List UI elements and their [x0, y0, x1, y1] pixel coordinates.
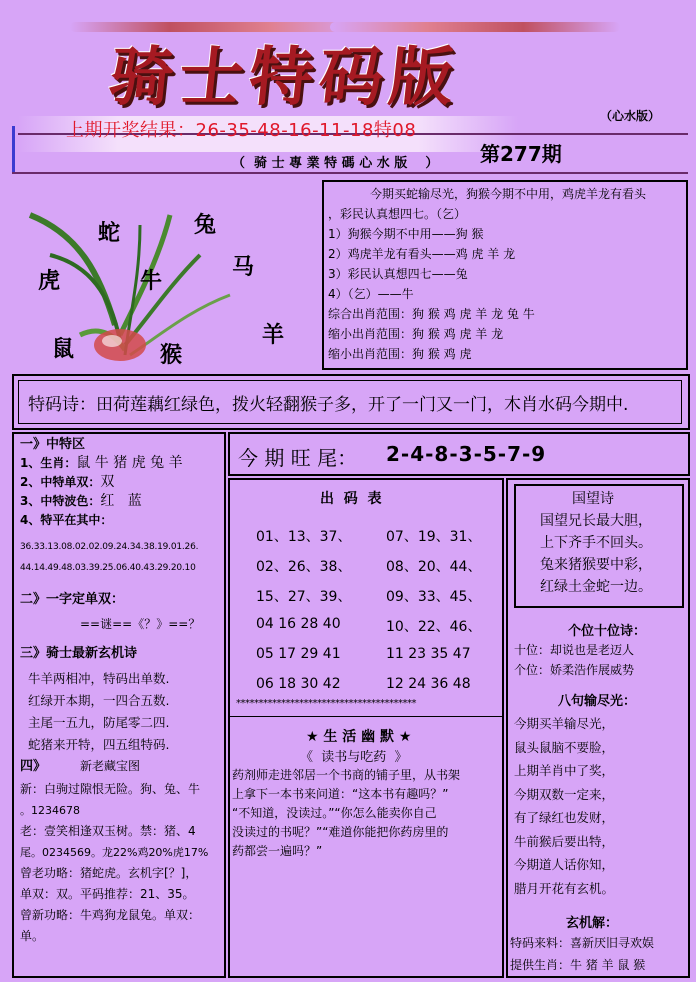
header-frame-bottom	[12, 172, 688, 174]
prediction-line: 2）鸡虎羊龙有看头——鸡 虎 羊 龙	[328, 247, 516, 261]
map-line: 新：白驹过隙恨无险。狗、兔、牛	[20, 782, 201, 796]
header-frame-left	[12, 126, 15, 174]
number-table	[256, 526, 481, 706]
zone-item-label: 2、中特单双：	[20, 475, 101, 489]
map-line: 曾老功略：猪蛇虎。玄机字[？]，	[20, 866, 198, 880]
last-result-text: 上期开奖结果：26-35-48-16-11-18特08	[66, 120, 417, 141]
left-column-content	[20, 436, 224, 947]
map-line: 。1234678	[20, 804, 80, 817]
table-row	[256, 586, 481, 616]
zodiac-tiger: 虎	[38, 268, 61, 294]
table-cell: 10、22、46、	[386, 619, 482, 635]
humor-title: ★ 生 活 幽 默 ★	[306, 729, 412, 745]
digit-title: 个位十位诗：	[568, 624, 647, 639]
map-line: 单。	[20, 929, 45, 943]
section-title-row	[20, 758, 224, 775]
humor-line: 药都尝一遍吗？”	[232, 844, 323, 858]
humor-divider	[230, 716, 502, 717]
eight-line: 今期双数一定来，	[514, 786, 615, 802]
prediction-line: 3）彩民认真想四七——兔	[328, 267, 468, 281]
zone-title: 一》中特区	[20, 437, 86, 452]
page-bottom-border	[0, 982, 696, 1007]
eight-title: 八句输尽光：	[558, 694, 637, 709]
humor-line: 上拿下一本书来问道：“这本书有趣吗？”	[232, 787, 449, 801]
page-title: 骑士特码版	[105, 40, 464, 115]
eight-line: 牛前猴后要出特，	[514, 833, 615, 849]
eight-line: 鼠头鼠脑不要脸，	[514, 739, 615, 755]
eight-line: 腊月开花有玄机。	[514, 880, 615, 896]
star-divider: ****************************************	[236, 698, 416, 709]
eight-lines	[514, 712, 614, 900]
table-cell: 09、33、45、	[386, 589, 482, 605]
guowang-line: 红绿土金蛇一边。	[540, 579, 652, 595]
table-cell: 02、26、38、	[256, 559, 352, 575]
zone-item	[20, 474, 224, 491]
zodiac-goat: 羊	[262, 322, 285, 348]
zodiac-horse: 马	[232, 254, 255, 280]
zone-item	[20, 512, 224, 529]
section-title: 三》骑士最新玄机诗	[20, 646, 138, 661]
eight-line: 今期买羊输尽光，	[514, 716, 615, 731]
table-cell: 12 24 36 48	[386, 676, 471, 692]
table-row	[256, 556, 481, 586]
zodiac-ox: 牛	[140, 268, 163, 294]
map-line: 尾。0234569。龙22%鸡20%虎17%	[20, 846, 209, 859]
humor-line: 药剂师走进邻居一个书商的铺子里，从书架	[232, 768, 461, 782]
prediction-lines	[328, 184, 646, 364]
zone-item-label: 1、生肖：	[20, 456, 77, 470]
humor-body	[232, 766, 502, 861]
zodiac-monkey: 猴	[160, 342, 183, 368]
prediction-line: 缩小出肖范围：狗 猴 鸡 虎	[328, 347, 472, 361]
edition-tag: （心水版）	[600, 109, 661, 123]
section-text: ==谜==《？》==？	[80, 617, 201, 631]
poem-line: 牛羊两相冲，特码出单数.	[28, 671, 170, 686]
prediction-line: 1）狗猴今期不中用——狗 猴	[328, 227, 484, 241]
table-row	[256, 616, 481, 646]
zone-item-label: 4、特平在其中：	[20, 513, 113, 527]
xuanji-title: 玄机解：	[566, 916, 619, 931]
zone-item-label: 3、中特波色：	[20, 494, 101, 508]
table-row	[256, 646, 481, 676]
section-title: 二》一字定单双：	[20, 592, 125, 607]
map-line: 曾新功略：牛鸡狗龙鼠兔。单双：	[20, 908, 201, 922]
xuanji-line: 提供生肖：牛 猪 羊 鼠 猴	[510, 958, 646, 972]
guowang-title: 国望诗	[572, 491, 614, 507]
map-line: 单双：双。平码推荐：21、35。	[20, 887, 195, 901]
zone-item-value: 双	[100, 474, 115, 490]
humor-line: “不知道，没读过。”“你怎么能卖你自己	[232, 806, 437, 820]
table-cell: 06 18 30 42	[256, 676, 341, 692]
number-line: 44.14.49.48.03.39.25.06.40.43.29.20.10	[20, 563, 196, 573]
zone-item	[20, 455, 224, 472]
prediction-line: 缩小出肖范围：狗 猴 鸡 虎 羊 龙	[328, 327, 504, 341]
period-label: 第277期	[480, 142, 562, 166]
table-cell: 08、20、44、	[386, 559, 482, 575]
zodiac-snake: 蛇	[98, 220, 121, 246]
poem-line: 红绿开本期，一四合五数.	[28, 693, 170, 708]
prediction-line: 4）（乞）——牛	[328, 287, 414, 301]
zone-item-value: 红 蓝	[100, 493, 142, 509]
table-cell: 04 16 28 40	[256, 616, 341, 632]
number-line: 36.33.13.08.02.02.09.24.34.38.19.01.26.	[20, 542, 199, 552]
wangwei-value: 2-4-8-3-5-7-9	[386, 442, 547, 466]
digit-line: 十位：却说也是老迈人	[514, 643, 635, 657]
prediction-line: ，彩民认真想四七。（乞）	[328, 207, 467, 221]
table-cell: 01、13、37、	[256, 529, 352, 545]
zodiac-rat: 鼠	[52, 336, 75, 362]
zodiac-rabbit: 兔	[194, 212, 217, 238]
table-row	[256, 526, 481, 556]
section-subtitle: 新老藏宝图	[80, 759, 141, 773]
zone-item-value: 鼠 牛 猪 虎 兔 羊	[76, 455, 183, 471]
humor-subtitle: 《 读书与吃药 》	[300, 750, 408, 765]
digit-lines	[514, 640, 634, 680]
guowang-line: 国望兄长最大胆，	[540, 513, 652, 529]
table-cell: 11 23 35 47	[386, 646, 471, 662]
eight-line: 今期道人话你知，	[514, 857, 615, 872]
map-line: 老：壹笑相逢双玉树。禁：猪、4	[20, 824, 196, 838]
table-cell: 15、27、39、	[256, 589, 352, 605]
zone-item	[20, 493, 224, 510]
eight-line: 有了绿红也发财，	[514, 810, 615, 825]
table-title: 出 码 表	[320, 491, 382, 507]
prediction-line: 综合出肖范围：狗 猴 鸡 虎 羊 龙 兔 牛	[328, 307, 535, 321]
eight-line: 上期羊肖中了奖，	[514, 763, 615, 778]
section-title: 四》	[20, 759, 47, 774]
guowang-line: 兔来猪猴要中彩，	[540, 557, 652, 573]
xuanji-lines	[510, 932, 654, 976]
header-subtitle: （ 骑 士 專 業 特 碼 心 水 版 ）	[232, 156, 439, 171]
guowang-lines	[540, 510, 652, 598]
poem-text: 特码诗：田荷莲藕红绿色，拨火轻翻猴子多，开了一门又一门，木肖水码今期中.	[28, 395, 629, 415]
wangwei-label: 今 期 旺 尾：	[238, 446, 358, 470]
guowang-line: 上下齐手不回头。	[540, 535, 652, 551]
poem-line: 蛇猪来开特，四五组特码.	[28, 737, 170, 752]
table-cell: 07、19、31、	[386, 529, 482, 545]
digit-line: 个位：娇柔浩作展威势	[514, 663, 635, 677]
poem-line: 主尾一五九，防尾零二四.	[28, 715, 170, 730]
humor-line: 没读过的书呢？”“难道你能把你药房里的	[232, 825, 449, 839]
prediction-line: 今期买蛇输尽光，狗猴今期不中用，鸡虎羊龙有看头	[370, 187, 647, 201]
table-cell: 05 17 29 41	[256, 646, 341, 662]
xuanji-line: 特码来料：喜新厌旧寻欢娱	[510, 936, 655, 950]
